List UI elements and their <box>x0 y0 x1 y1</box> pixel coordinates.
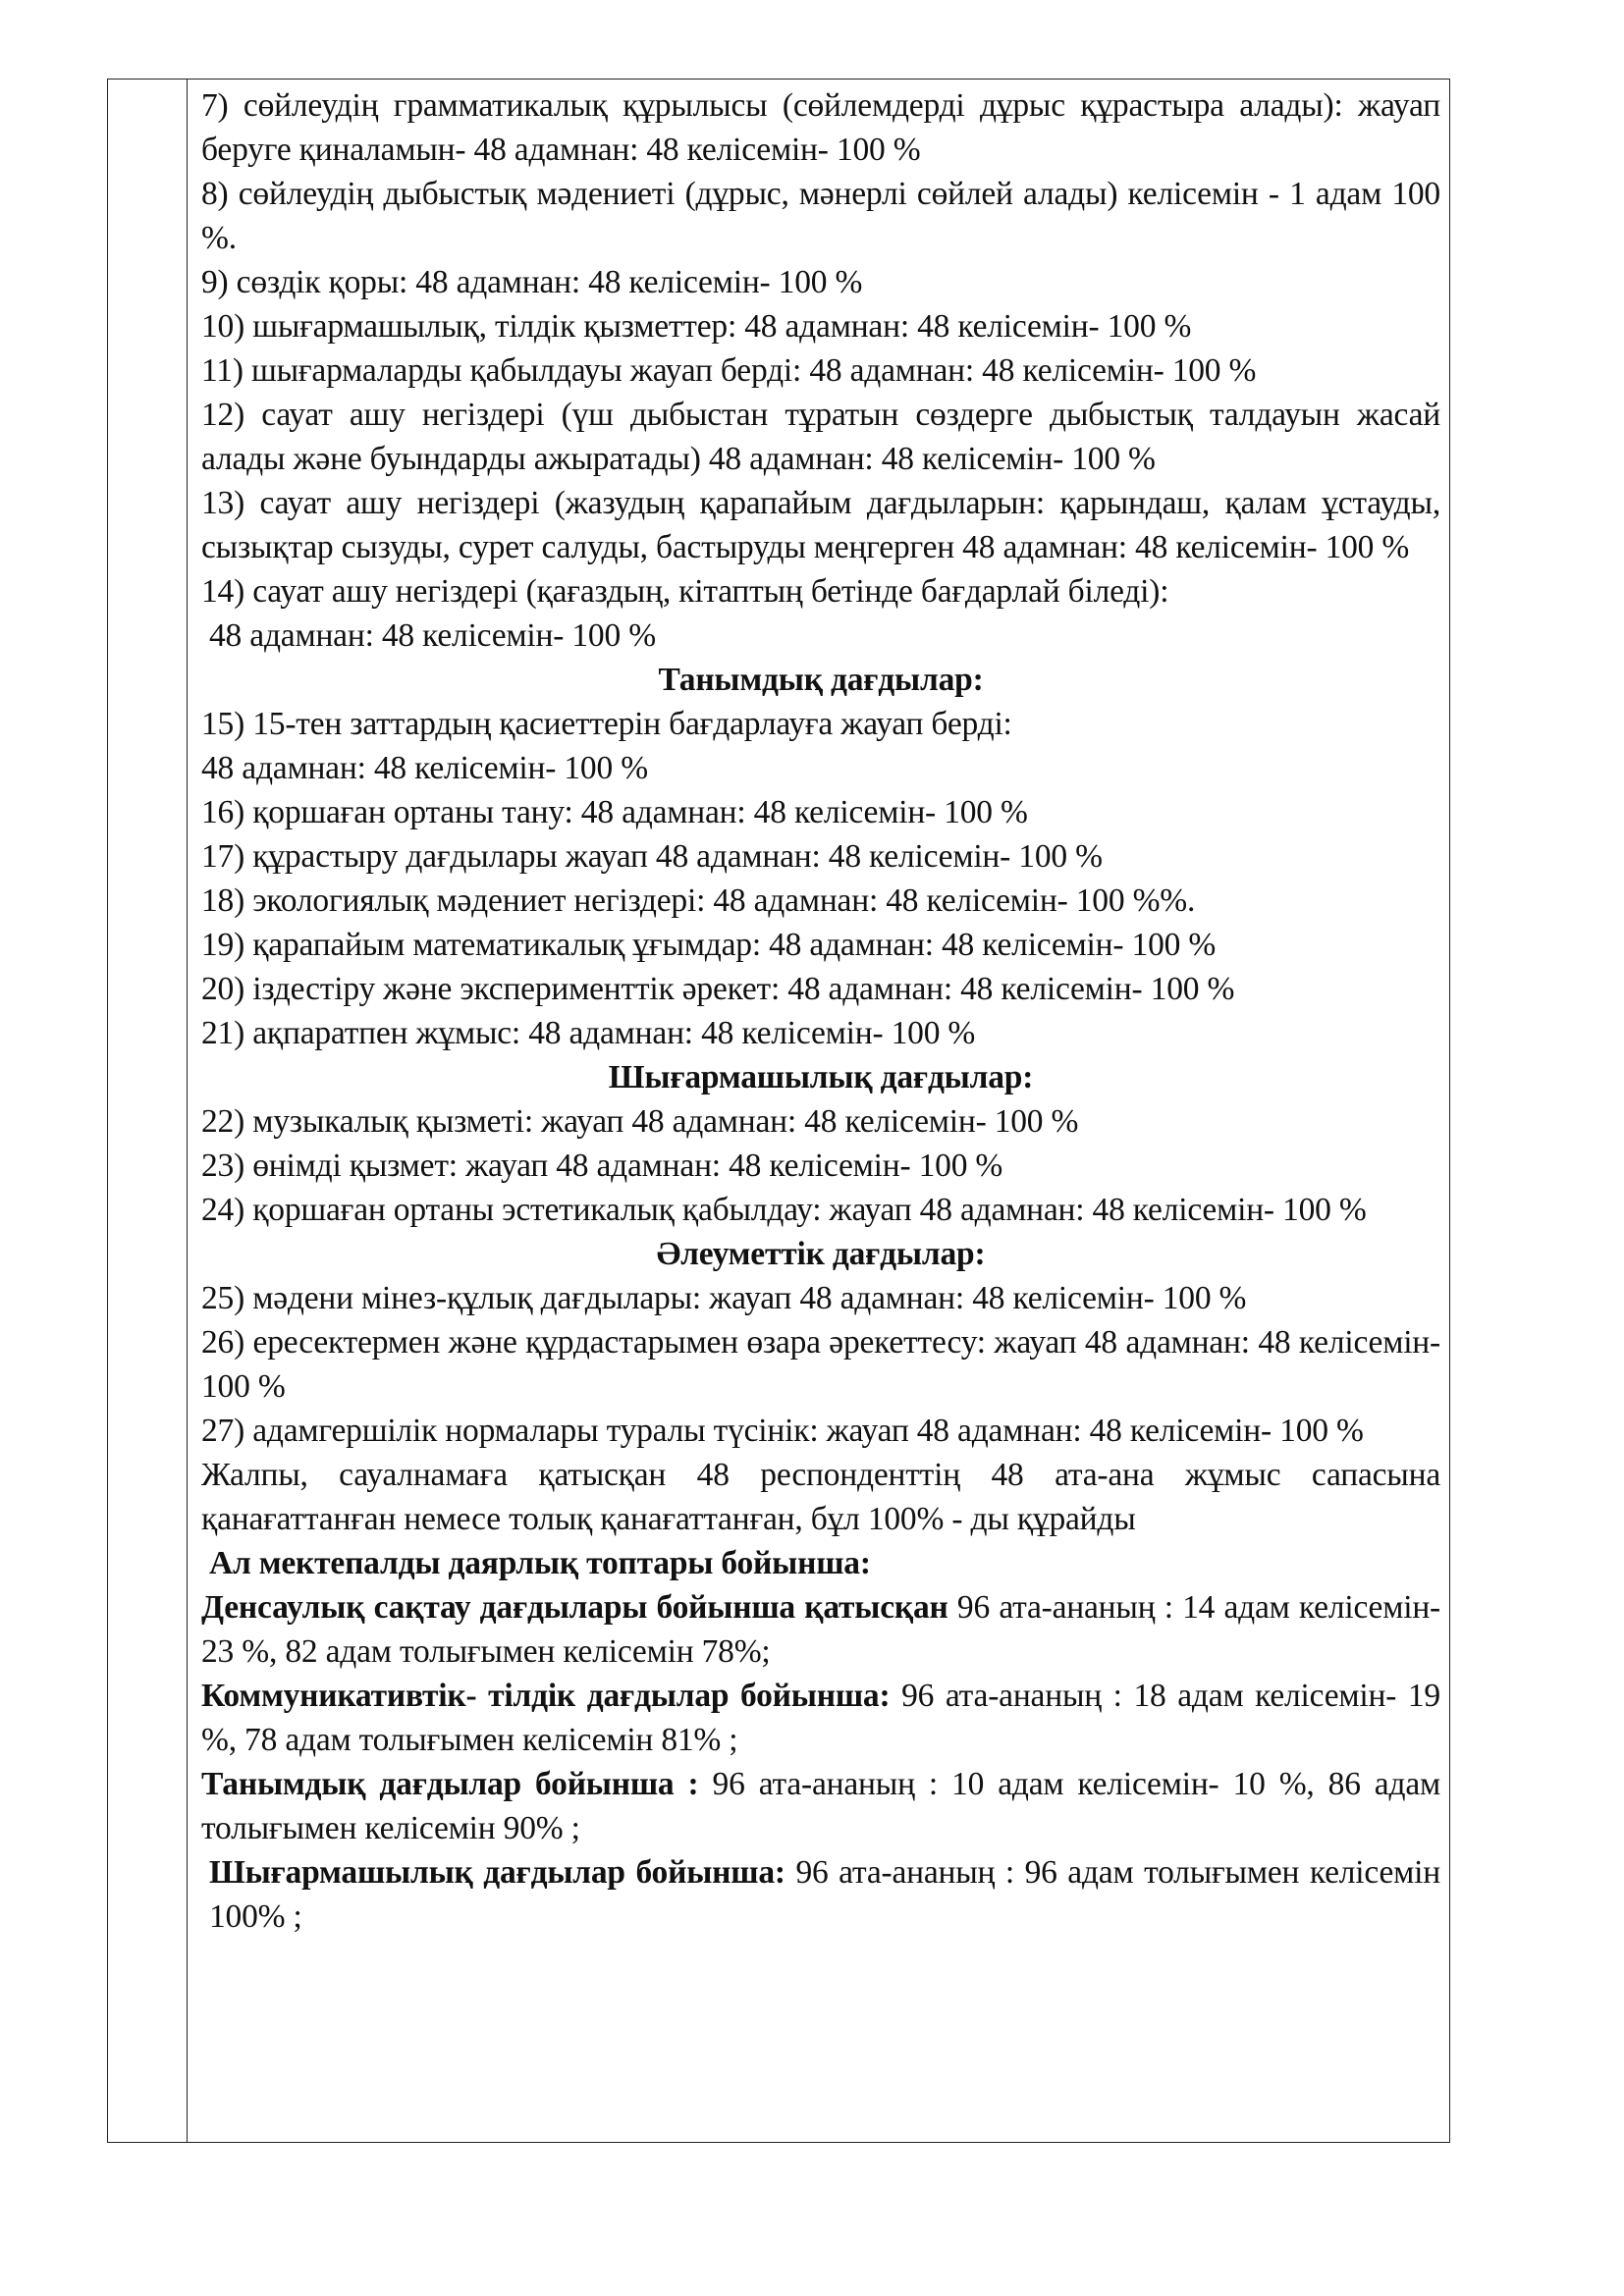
result-text: 96 ата-ананың : 96 адам толығымен келісемін 100% ; <box>209 1854 1440 1935</box>
survey-item: 27) адамгершілік нормалары туралы түсінік: жауап 48 адамнан: 48 келісемін- 100 % <box>201 1413 1364 1449</box>
survey-item: 13) сауат ашу негіздері (жазудың қарапайым дағдыларын: қарындаш, қалам ұстауды, сызықтар сызуды, сурет салуды, бастыруды меңгерген 48 адамнан: 48 келісемін- 100 % <box>201 485 1440 565</box>
result-label: Шығармашылық дағдылар бойынша: <box>209 1854 785 1891</box>
survey-item: 23) өнімді қызмет: жауап 48 адамнан: 48 келісемін- 100 % <box>201 1148 1003 1184</box>
survey-item: 18) экологиялық мәдениет негіздері: 48 адамнан: 48 келісемін- 100 %%. <box>201 882 1196 919</box>
survey-item: 7) сөйлеудің грамматикалық құрылысы (сөйлемдерді дұрыс құрастыра алады): жауап беруге қиналамын- 48 адамнан: 48 келісемін- 100 % <box>201 87 1440 168</box>
survey-item: 11) шығармаларды қабылдауы жауап берді: 48 адамнан: 48 келісемін- 100 % <box>201 352 1257 389</box>
survey-item: 14) сауат ашу негіздері (қағаздың, кітаптың бетінде бағдарлай біледі): <box>201 573 1169 610</box>
result-label: Денсаулық сақтау дағдылары бойынша қатысқан <box>201 1589 948 1626</box>
table-content-cell <box>188 80 1449 2142</box>
section-heading-creative: Шығармашылық дағдылар: <box>608 1059 1034 1095</box>
result-text: 96 ата-ананың : 14 адам келісемін- 23 %, 82 адам толығымен келісемін 78%; <box>201 1589 1440 1670</box>
result-label: Коммуникативтік- тілдік дағдылар бойынша: <box>201 1678 891 1714</box>
result-text: 96 ата-ананың : 18 адам келісемін- 19 %, 78 адам толығымен келісемін 81% ; <box>201 1678 1440 1758</box>
survey-item: 21) ақпаратпен жұмыс: 48 адамнан: 48 келісемін- 100 % <box>201 1015 976 1051</box>
survey-item: 25) мәдени мінез-құлық дағдылары: жауап 48 адамнан: 48 келісемін- 100 % <box>201 1280 1247 1316</box>
survey-item: 17) құрастыру дағдылары жауап 48 адамнан: 48 келісемін- 100 % <box>201 838 1103 875</box>
survey-item: 15) 15-тен заттардың қасиеттерін бағдарлауға жауап берді: <box>201 706 1012 742</box>
survey-item: 12) сауат ашу негіздері (үш дыбыстан тұратын сөздерге дыбыстық талдауын жасай алады және буындарды ажыратады) 48 адамнан: 48 келісемін- 100 % <box>201 397 1440 477</box>
survey-item: 48 адамнан: 48 келісемін- 100 % <box>209 617 656 654</box>
survey-item: 10) шығармашылық, тілдік қызметтер: 48 адамнан: 48 келісемін- 100 % <box>201 308 1192 345</box>
survey-item: 9) сөздік қоры: 48 адамнан: 48 келісемін- 100 % <box>201 264 863 300</box>
result-label: Танымдық дағдылар бойынша : <box>201 1766 699 1802</box>
survey-item: 20) іздестіру және эксперименттік әрекет: 48 адамнан: 48 келісемін- 100 % <box>201 971 1235 1007</box>
survey-item: 48 адамнан: 48 келісемін- 100 % <box>201 750 648 786</box>
section-heading-cognitive: Танымдық дағдылар: <box>658 662 984 698</box>
survey-item: 16) қоршаған ортаны тану: 48 адамнан: 48 келісемін- 100 % <box>201 794 1028 830</box>
table-number-column <box>108 80 188 2142</box>
preschool-result-communicative <box>201 1674 1440 1762</box>
summary-paragraph: Жалпы, сауалнамаға қатысқан 48 респонденттің 48 ата-ана жұмыс сапасына қанағаттанған немесе толық қанағаттанған, бұл 100% - ды құрайды <box>201 1457 1440 1537</box>
survey-item: 19) қарапайым математикалық ұғымдар: 48 адамнан: 48 келісемін- 100 % <box>201 927 1217 963</box>
survey-item: 8) сөйлеудің дыбыстық мәдениеті (дұрыс, мәнерлі сөйлей алады) келісемін - 1 адам 100 %. <box>201 176 1440 256</box>
result-text: 96 ата-ананың : 10 адам келісемін- 10 %, 86 адам толығымен келісемін 90% ; <box>201 1766 1440 1846</box>
preschool-result-cognitive <box>201 1762 1440 1850</box>
preschool-result-health <box>201 1585 1440 1674</box>
preschool-heading: Ал мектепалды даярлық топтары бойынша: <box>209 1545 871 1581</box>
survey-results-table <box>107 79 1450 2143</box>
survey-item: 24) қоршаған ортаны эстетикалық қабылдау: жауап 48 адамнан: 48 келісемін- 100 % <box>201 1192 1367 1228</box>
section-heading-social: Әлеуметтік дағдылар: <box>656 1236 986 1272</box>
survey-item: 26) ересектермен және құрдастарымен өзара әрекеттесу: жауап 48 адамнан: 48 келісемін- 100 % <box>201 1324 1440 1405</box>
survey-item: 22) музыкалық қызметі: жауап 48 адамнан: 48 келісемін- 100 % <box>201 1103 1079 1140</box>
preschool-result-creative <box>201 1850 1440 1939</box>
